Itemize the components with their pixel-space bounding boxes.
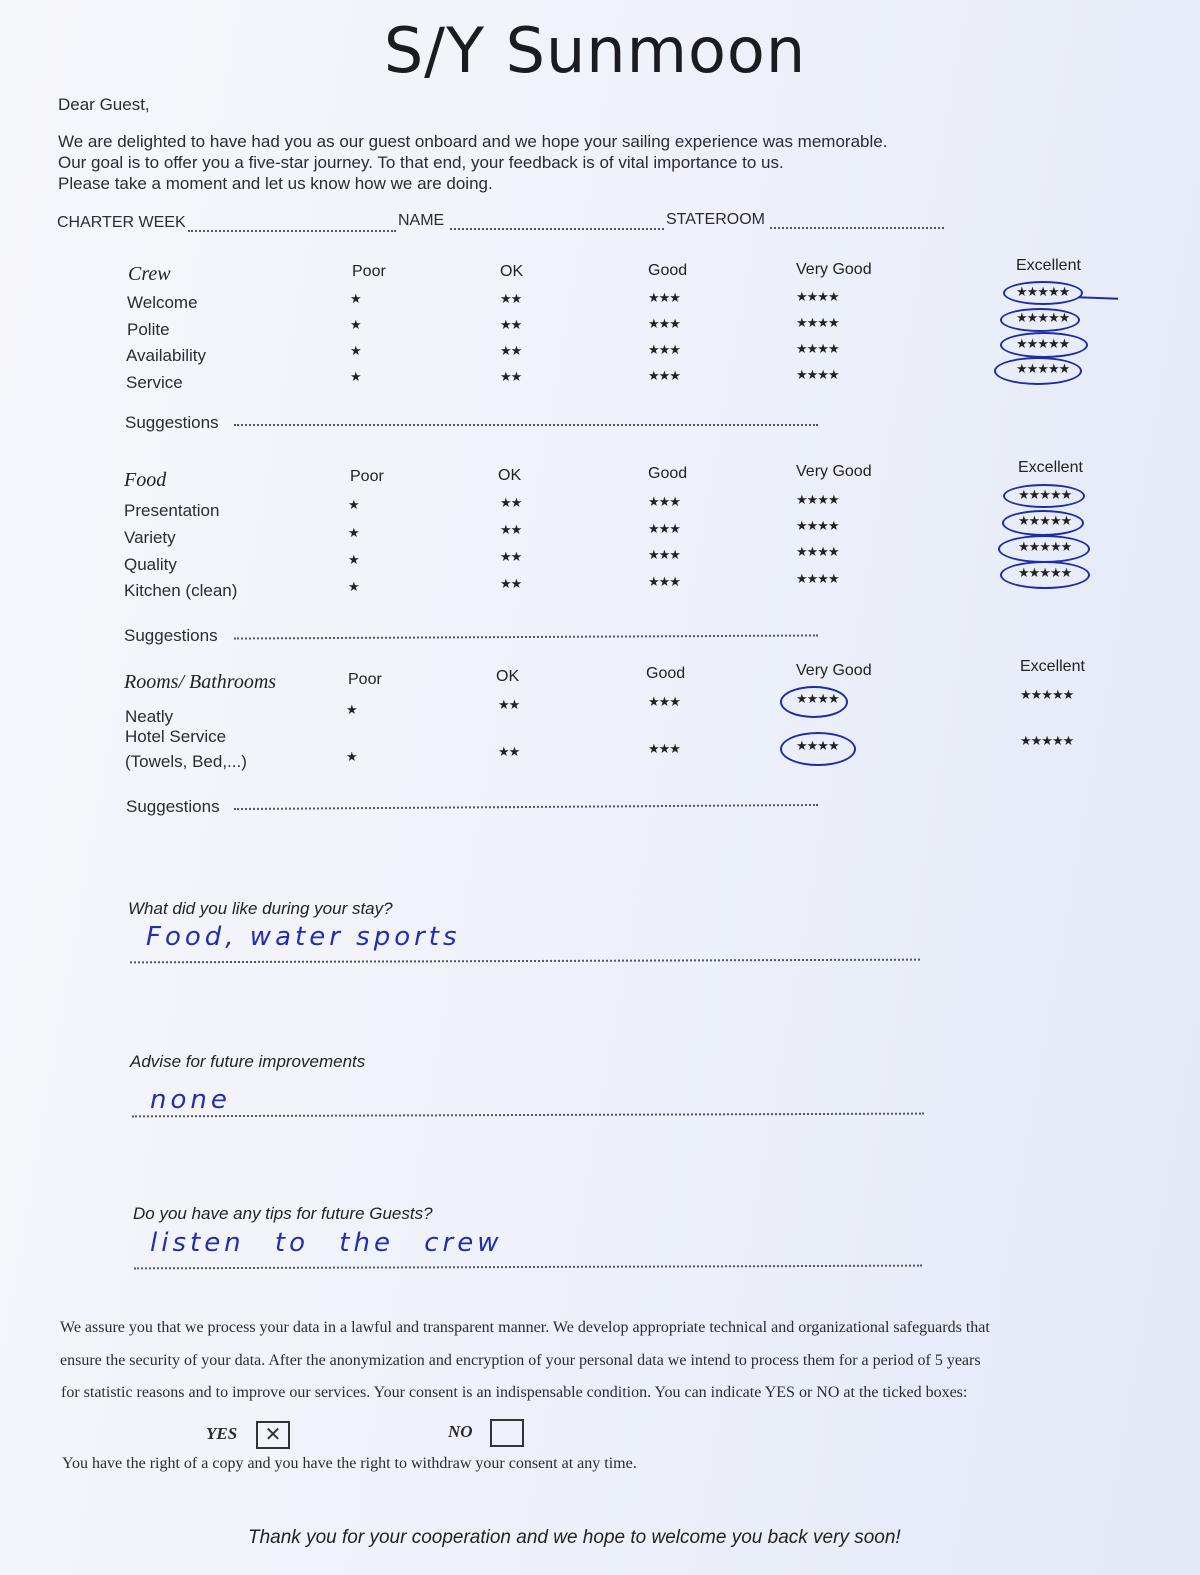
rating-3-star[interactable]: ★★★ (648, 695, 680, 710)
crew-item-service: Service (126, 373, 183, 392)
greeting: Dear Guest, (58, 95, 150, 114)
rating-5-star-selected[interactable]: ★★★★★ (1016, 311, 1070, 326)
no-label: NO (448, 1422, 473, 1441)
rating-1-star[interactable]: ★ (348, 553, 359, 568)
intro-line-1: We are delighted to have had you as our guest onboard and we hope your sailing experience was memorable. (58, 132, 888, 151)
answer-improvements: none (150, 1085, 231, 1115)
ink-circle (1000, 308, 1080, 332)
name-label: NAME (398, 212, 445, 229)
stateroom-label: STATEROOM (666, 211, 765, 228)
crew-item-polite: Polite (127, 320, 170, 339)
thanks-message: Thank you for your cooperation and we hope to welcome you back very soon! (248, 1527, 901, 1548)
rating-5-star-selected[interactable]: ★★★★★ (1018, 566, 1072, 581)
consent-line-1: We assure you that we process your data in a lawful and transparent manner. We develop appropriate technical and organizational safeguards that (60, 1319, 990, 1336)
food-col-poor: Poor (350, 468, 384, 485)
food-col-good: Good (648, 465, 688, 482)
rating-2-star[interactable]: ★★ (500, 318, 522, 333)
consent-line-2: ensure the security of your data. After the anonymization and encryption of your personal data we intend to process them for a period of 5 years (60, 1352, 981, 1369)
food-col-excellent: Excellent (1018, 459, 1083, 476)
rating-4-star[interactable]: ★★★★ (796, 493, 839, 508)
consent-line-3: for statistic reasons and to improve our services. Your consent is an indispensable condition. You can indicate YES or NO at the ticked boxes: (61, 1384, 968, 1401)
checkbox-x-mark: ✕ (264, 1424, 282, 1446)
rating-1-star[interactable]: ★ (350, 292, 361, 307)
food-suggestions-field[interactable] (234, 634, 818, 639)
rating-4-star[interactable]: ★★★★ (796, 572, 839, 587)
answer-liked-field[interactable] (130, 959, 920, 964)
answer-tips-field[interactable] (134, 1265, 922, 1270)
ink-stroke (1078, 296, 1118, 299)
rooms-col-very-good: Very Good (796, 662, 872, 679)
rating-3-star[interactable]: ★★★ (648, 522, 680, 537)
rating-5-star[interactable]: ★★★★★ (1020, 734, 1074, 749)
rating-3-star[interactable]: ★★★ (648, 548, 680, 563)
yes-checkbox[interactable] (256, 1421, 290, 1449)
ink-circle (1000, 561, 1090, 589)
charter-week-field[interactable] (188, 230, 396, 232)
food-item-quality: Quality (124, 555, 177, 574)
ink-circle (1000, 332, 1088, 358)
food-col-ok: OK (498, 467, 522, 484)
rating-1-star[interactable]: ★ (350, 318, 361, 333)
rating-3-star[interactable]: ★★★ (648, 369, 680, 384)
rating-1-star[interactable]: ★ (348, 526, 359, 541)
rating-1-star[interactable]: ★ (350, 344, 361, 359)
crew-col-very-good: Very Good (796, 261, 872, 278)
food-item-kitchen: Kitchen (clean) (124, 581, 238, 600)
crew-item-availability: Availability (126, 346, 207, 365)
ink-circle (1003, 281, 1083, 305)
answer-tips: listen to the crew (150, 1228, 503, 1258)
ink-circle (998, 535, 1090, 563)
question-liked: What did you like during your stay? (128, 899, 393, 918)
rating-4-star[interactable]: ★★★★ (796, 545, 839, 560)
rating-5-star-selected[interactable]: ★★★★★ (1018, 514, 1072, 529)
crew-item-welcome: Welcome (127, 293, 198, 312)
rights-text: You have the right of a copy and you have the right to withdraw your consent at any time. (62, 1455, 637, 1472)
charter-week-label: CHARTER WEEK (57, 214, 186, 231)
name-field[interactable] (450, 228, 664, 230)
rooms-item-towels: (Towels, Bed,...) (125, 752, 247, 771)
rating-2-star[interactable]: ★★ (500, 523, 522, 538)
food-suggestions-label: Suggestions (124, 626, 218, 645)
crew-col-excellent: Excellent (1016, 257, 1081, 274)
rating-3-star[interactable]: ★★★ (648, 495, 680, 510)
rating-2-star[interactable]: ★★ (500, 550, 522, 565)
crew-heading: Crew (128, 263, 171, 285)
answer-liked: Food, water sports (146, 922, 461, 952)
rating-3-star[interactable]: ★★★ (648, 742, 680, 757)
rooms-col-poor: Poor (348, 671, 382, 688)
rooms-col-excellent: Excellent (1020, 658, 1085, 675)
crew-suggestions-field[interactable] (234, 424, 818, 426)
crew-suggestions-label: Suggestions (125, 413, 219, 432)
ink-circle (1002, 510, 1084, 536)
no-checkbox[interactable] (490, 1419, 524, 1447)
rating-5-star-selected[interactable]: ★★★★★ (1016, 337, 1070, 352)
rating-2-star[interactable]: ★★ (498, 698, 520, 713)
rating-5-star-selected[interactable]: ★★★★★ (1016, 285, 1070, 300)
rating-4-star[interactable]: ★★★★ (796, 342, 839, 357)
ink-circle (1003, 484, 1085, 508)
food-col-very-good: Very Good (796, 463, 872, 480)
rating-2-star[interactable]: ★★ (500, 370, 522, 385)
yes-label: YES (206, 1424, 238, 1443)
page-title: S/Y Sunmoon (383, 14, 807, 87)
food-heading: Food (124, 469, 167, 491)
rating-4-star[interactable]: ★★★★ (796, 368, 839, 383)
rating-5-star-selected[interactable]: ★★★★★ (1018, 540, 1072, 555)
rooms-heading: Rooms/ Bathrooms (124, 671, 277, 693)
rating-3-star[interactable]: ★★★ (648, 575, 680, 590)
intro-line-2: Our goal is to offer you a five-star journey. To that end, your feedback is of vital importance to us. (58, 153, 784, 172)
rating-1-star[interactable]: ★ (350, 370, 361, 385)
rating-5-star-selected[interactable]: ★★★★★ (1016, 362, 1070, 377)
rating-4-star-selected[interactable]: ★★★★ (796, 739, 839, 754)
crew-col-poor: Poor (352, 263, 386, 280)
rating-4-star[interactable]: ★★★★ (796, 316, 839, 331)
food-item-presentation: Presentation (124, 501, 220, 520)
stateroom-field[interactable] (770, 227, 944, 229)
rooms-suggestions-label: Suggestions (126, 797, 220, 816)
rating-4-star[interactable]: ★★★★ (796, 290, 839, 305)
rating-2-star[interactable]: ★★ (500, 344, 522, 359)
answer-improvements-field[interactable] (132, 1113, 924, 1118)
rating-1-star[interactable]: ★ (346, 750, 357, 765)
rating-2-star[interactable]: ★★ (500, 496, 522, 511)
rooms-col-good: Good (646, 665, 686, 682)
rating-3-star[interactable]: ★★★ (648, 291, 680, 306)
rating-5-star-selected[interactable]: ★★★★★ (1018, 488, 1072, 503)
rating-1-star[interactable]: ★ (346, 703, 357, 718)
rating-2-star[interactable]: ★★ (500, 292, 522, 307)
rating-4-star[interactable]: ★★★★ (796, 519, 839, 534)
question-tips: Do you have any tips for future Guests? (133, 1204, 433, 1223)
rating-4-star-selected[interactable]: ★★★★ (796, 692, 839, 707)
rooms-item-neatly: Neatly (125, 707, 174, 726)
food-item-variety: Variety (124, 528, 176, 547)
rating-3-star[interactable]: ★★★ (648, 317, 680, 332)
rating-1-star[interactable]: ★ (348, 580, 359, 595)
crew-col-ok: OK (500, 263, 524, 280)
ink-circle (780, 686, 848, 718)
ink-circle (780, 732, 856, 766)
crew-col-good: Good (648, 262, 688, 279)
rooms-col-ok: OK (496, 668, 520, 685)
question-improvements: Advise for future improvements (130, 1052, 366, 1071)
rooms-item-hotel-service: Hotel Service (125, 727, 227, 746)
ink-circle (994, 357, 1082, 385)
intro-line-3: Please take a moment and let us know how we are doing. (58, 174, 493, 193)
rating-5-star[interactable]: ★★★★★ (1020, 688, 1074, 703)
rating-2-star[interactable]: ★★ (500, 577, 522, 592)
rooms-suggestions-field[interactable] (234, 804, 818, 810)
rating-3-star[interactable]: ★★★ (648, 343, 680, 358)
rating-2-star[interactable]: ★★ (498, 745, 520, 760)
rating-1-star[interactable]: ★ (348, 498, 359, 513)
